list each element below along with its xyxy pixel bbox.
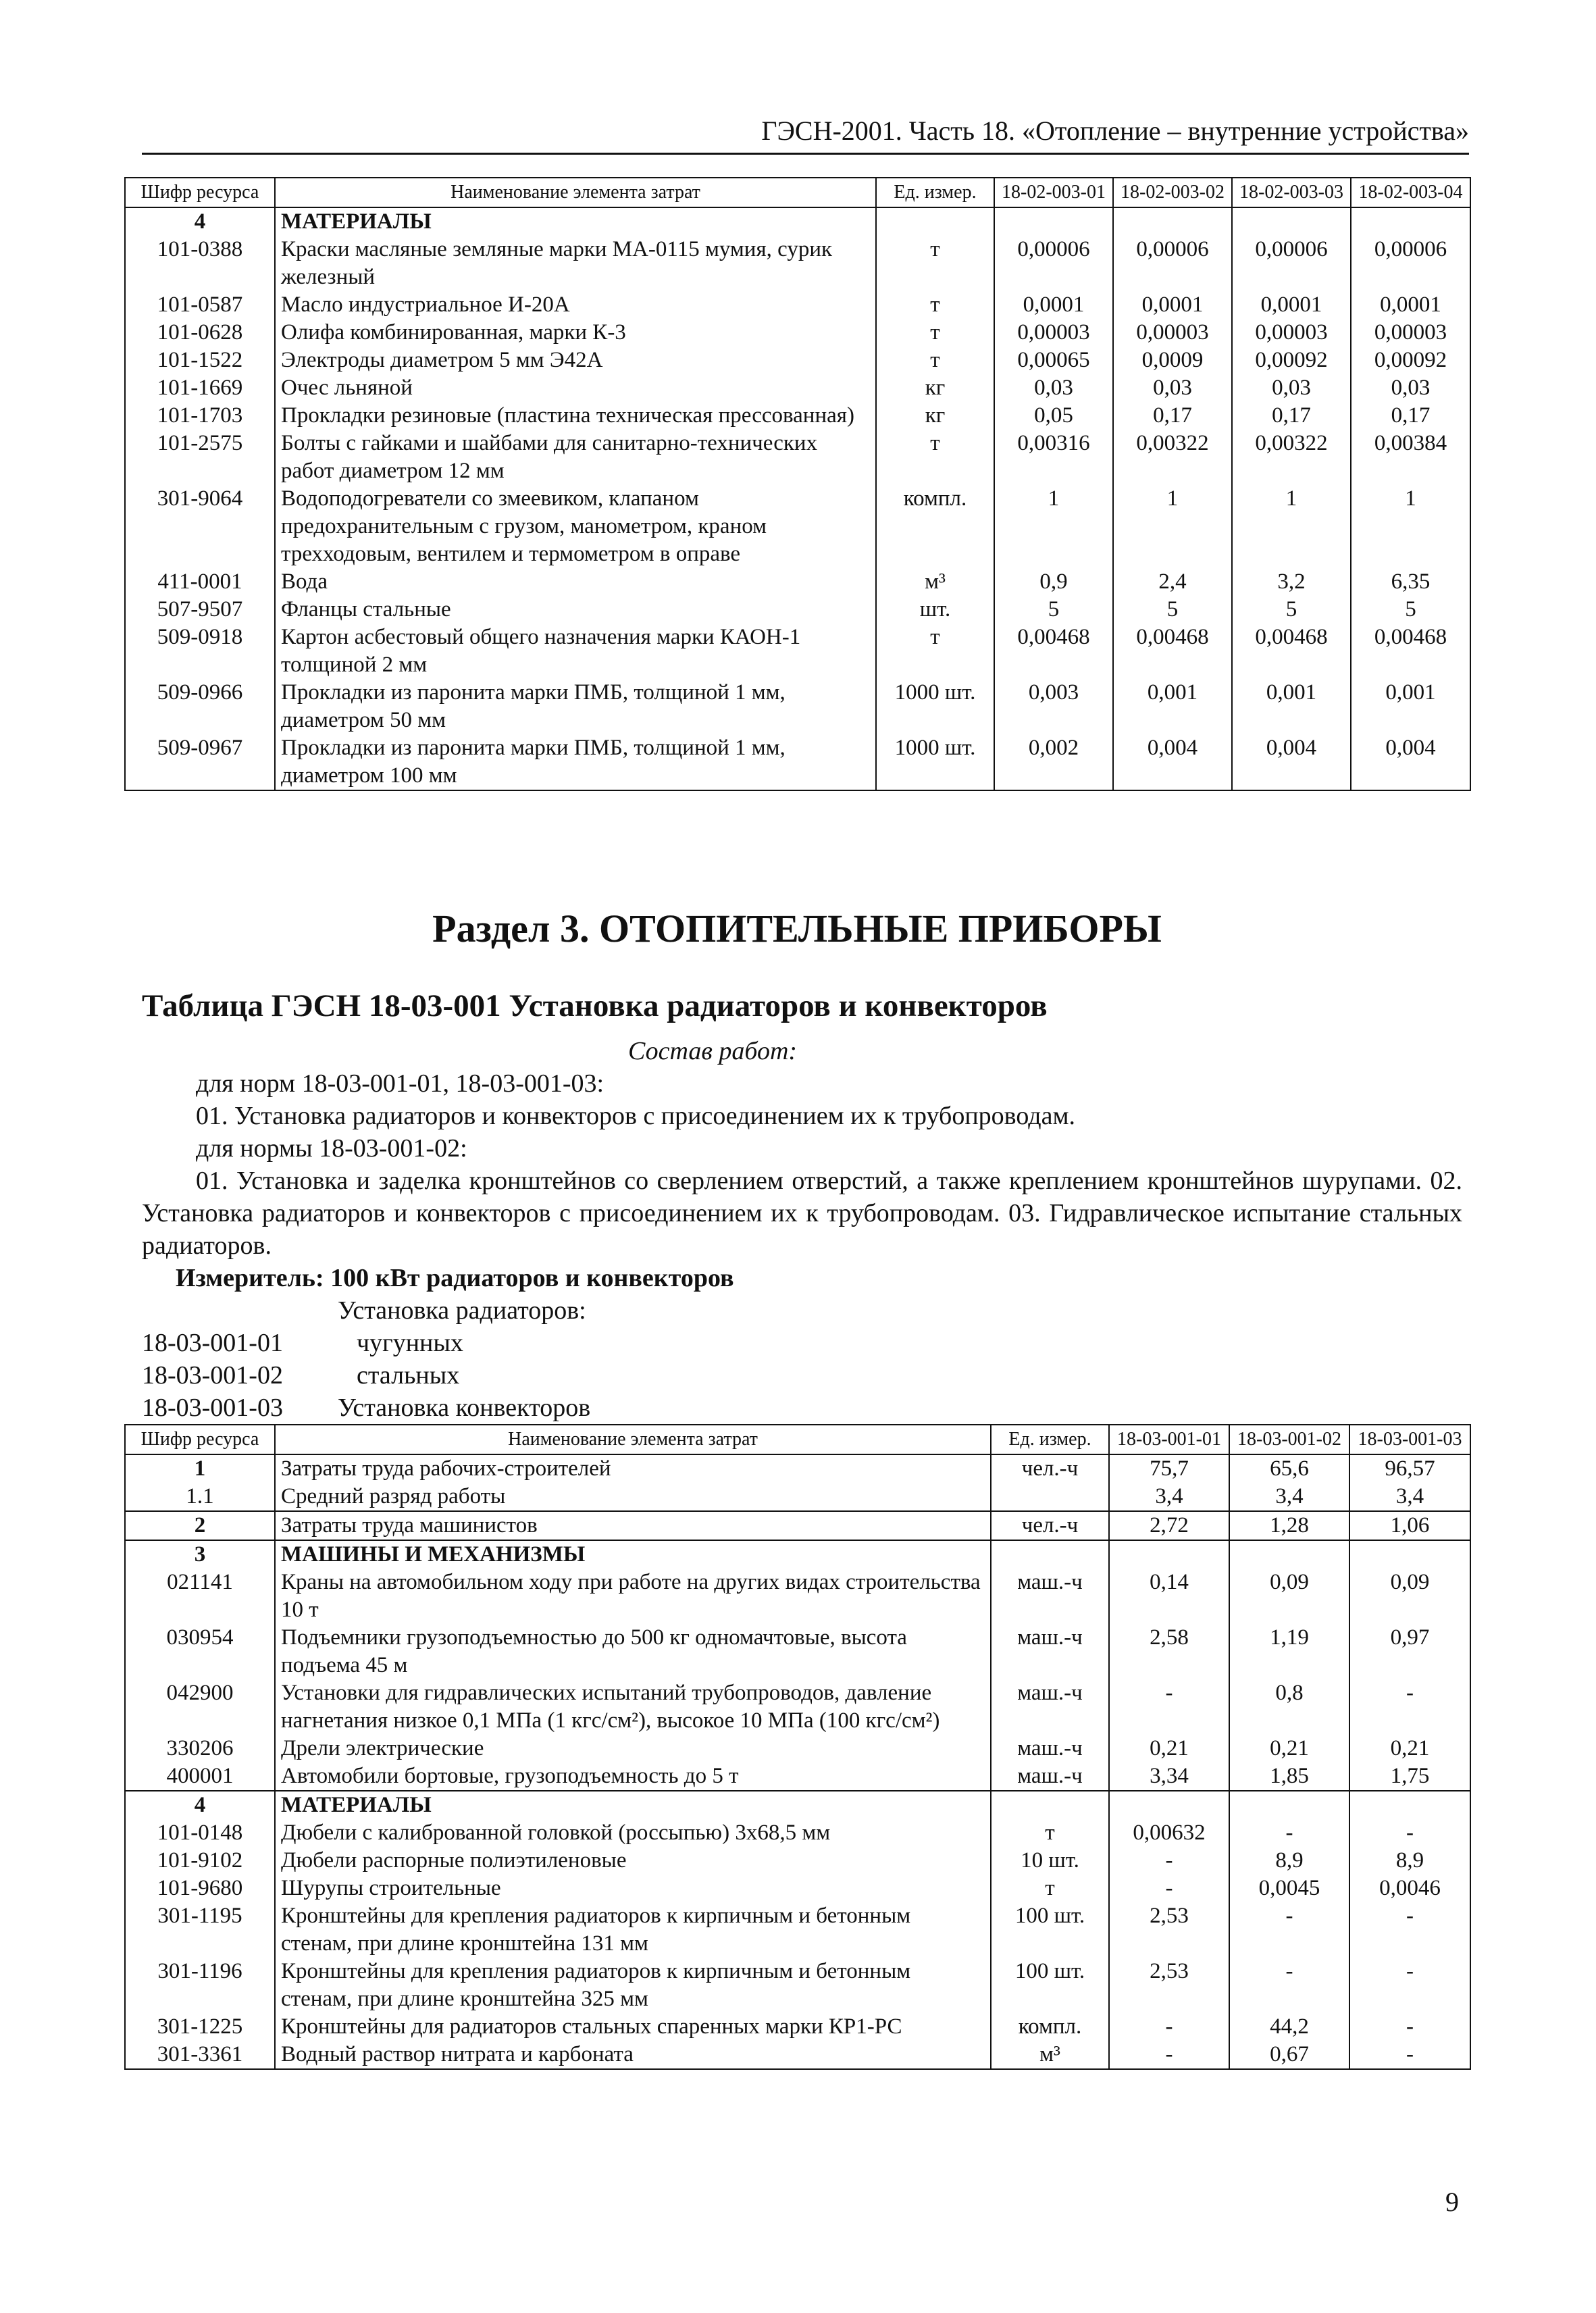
table-body [125,1454,1470,2069]
unit-cell: кг [876,402,994,430]
resource-code: 507-9507 [125,596,275,624]
norm-value: 0,97 [1349,1624,1470,1679]
norm-value [1109,1540,1229,1569]
cost-element-name: Дюбели распорные полиэтиленовые [275,1847,991,1875]
norm-value: 8,9 [1349,1847,1470,1875]
resource-code: 3 [125,1540,275,1569]
norm-value: 0,14 [1109,1569,1229,1624]
column-header: 18-02-003-03 [1232,178,1351,207]
resources-table-18-03-001 [124,1424,1471,2070]
norm-value: 0,00468 [1232,624,1351,679]
norm-value: 0,21 [1229,1735,1349,1762]
norm-value: 3,34 [1109,1762,1229,1791]
norm-value: 1 [994,485,1113,568]
norm-value: 1 [1351,485,1470,568]
norm-value [994,207,1113,236]
resource-code: 021141 [125,1569,275,1624]
resource-code: 1 [125,1454,275,1483]
column-header: 18-02-003-01 [994,178,1113,207]
norm-value: 5 [1351,596,1470,624]
norm-value: 2,58 [1109,1624,1229,1679]
table-row [125,1679,1470,1735]
resource-code: 509-0967 [125,734,275,790]
norm-value: 0,00065 [994,347,1113,374]
norm-value: 0,00006 [1232,236,1351,291]
norm-value: 0,09 [1349,1569,1470,1624]
norm-value: - [1109,1847,1229,1875]
cost-element-name: МАТЕРИАЛЫ [275,1791,991,1819]
norm-value: 44,2 [1229,2013,1349,2041]
cost-element-name: Вода [275,568,876,596]
norm-value: - [1109,1875,1229,1902]
norm-value: 2,53 [1109,1958,1229,2013]
cost-element-name: Болты с гайками и шайбами для санитарно-технических работ диаметром 12 мм [275,430,876,485]
cost-element-name: Автомобили бортовые, грузоподъемность до 5 т [275,1762,991,1791]
resource-code: 101-9102 [125,1847,275,1875]
norm-value: 0,0001 [1113,291,1232,319]
cost-element-name: Прокладки из паронита марки ПМБ, толщиной 1 мм, диаметром 100 мм [275,734,876,790]
norm-value: 0,00006 [1351,236,1470,291]
norms-1-line: для норм 18-03-001-01, 18-03-001-03: [196,1069,604,1098]
norm-value: 0,03 [1351,374,1470,402]
unit-cell: 1000 шт. [876,734,994,790]
cost-element-name: Масло индустриальное И-20А [275,291,876,319]
norm-value: - [1109,2013,1229,2041]
norm-value: 96,57 [1349,1454,1470,1483]
install-heading: Установка радиаторов: [338,1296,586,1325]
norm-value: 0,0046 [1349,1875,1470,1902]
resource-code: 301-1196 [125,1958,275,2013]
norm-value: 1 [1113,485,1232,568]
norm-value: - [1349,1679,1470,1735]
resource-code: 301-9064 [125,485,275,568]
norm-value: 0,0009 [1113,347,1232,374]
table-row [125,1819,1470,1847]
work-1-line: 01. Установка радиаторов и конвекторов с присоединением их к трубопроводам. [196,1102,1076,1130]
column-header: 18-02-003-04 [1351,178,1470,207]
column-header: Шифр ресурса [125,1425,275,1454]
unit-cell: компл. [876,485,994,568]
norm-value: 0,8 [1229,1679,1349,1735]
cost-element-name: Водоподогреватели со змеевиком, клапаном предохранительным с грузом, манометром, краном трехходовым, вентилем и термометром в оправе [275,485,876,568]
norm-value: 65,6 [1229,1454,1349,1483]
norm-value: 0,03 [994,374,1113,402]
norm-value: 0,00384 [1351,430,1470,485]
norm-code: 18-03-001-03 [142,1394,283,1422]
norm-value: 0,00003 [1351,319,1470,347]
norm-value: 0,001 [1232,679,1351,734]
table-row [125,291,1470,319]
cost-element-name: Электроды диаметром 5 мм Э42А [275,347,876,374]
table-row [125,1454,1470,1483]
cost-element-name: Кронштейны для крепления радиаторов к кирпичным и бетонным стенам, при длине кронштейна 325 мм [275,1958,991,2013]
cost-element-name: Водный раствор нитрата и карбоната [275,2041,991,2069]
cost-element-name: Прокладки резиновые (пластина техническая прессованная) [275,402,876,430]
norm-value [1229,1540,1349,1569]
table-row [125,1762,1470,1791]
resource-code: 101-2575 [125,430,275,485]
works-heading: Состав работ: [628,1037,798,1065]
cost-element-name: Краны на автомобильном ходу при работе на других видах строительства 10 т [275,1569,991,1624]
norm-value: 0,67 [1229,2041,1349,2069]
norm-code-label: чугунных [357,1329,463,1357]
unit-cell: т [876,624,994,679]
norm-value: 0,002 [994,734,1113,790]
column-header: Шифр ресурса [125,178,275,207]
unit-cell: м³ [991,2041,1109,2069]
cost-element-name: Краски масляные земляные марки МА-0115 мумия, сурик железный [275,236,876,291]
unit-cell: 10 шт. [991,1847,1109,1875]
norm-value: 0,00468 [994,624,1113,679]
norm-value: 0,0001 [1232,291,1351,319]
norms-2-line: для нормы 18-03-001-02: [196,1134,467,1163]
cost-element-name: Кронштейны для крепления радиаторов к кирпичным и бетонным стенам, при длине кронштейна 131 мм [275,1902,991,1958]
resource-code: 101-1703 [125,402,275,430]
norm-value: 0,0001 [1351,291,1470,319]
resource-code: 301-1225 [125,2013,275,2041]
column-header: 18-02-003-02 [1113,178,1232,207]
norm-value [1113,207,1232,236]
norm-value: 0,001 [1351,679,1470,734]
measure-line: Измеритель: 100 кВт радиаторов и конвекторов [176,1264,734,1292]
cost-element-name: Фланцы стальные [275,596,876,624]
norm-value: 5 [994,596,1113,624]
cost-element-name: Олифа комбинированная, марки К-3 [275,319,876,347]
cost-element-name: Картон асбестовый общего назначения марки КАОН-1 толщиной 2 мм [275,624,876,679]
table-row [125,347,1470,374]
cost-element-name: Подъемники грузоподъемностью до 500 кг одномачтовые, высота подъема 45 м [275,1624,991,1679]
column-header: 18-03-001-01 [1109,1425,1229,1454]
unit-cell [991,1791,1109,1819]
norm-value [1229,1791,1349,1819]
resource-code: 301-1195 [125,1902,275,1958]
norm-value: 0,004 [1113,734,1232,790]
norm-value: 1,19 [1229,1624,1349,1679]
cost-element-name: Дюбели с калиброванной головкой (россыпью) 3х68,5 мм [275,1819,991,1847]
section-title: Раздел 3. ОТОПИТЕЛЬНЫЕ ПРИБОРЫ [432,907,1162,950]
resource-code: 101-1522 [125,347,275,374]
table-row [125,679,1470,734]
norm-value: 3,4 [1349,1483,1470,1511]
resource-code: 509-0966 [125,679,275,734]
norm-value: 0,00632 [1109,1819,1229,1847]
norm-value: 0,05 [994,402,1113,430]
cost-element-name: Прокладки из паронита марки ПМБ, толщиной 1 мм, диаметром 50 мм [275,679,876,734]
norm-value: 75,7 [1109,1454,1229,1483]
group-row [125,1540,1470,1569]
cost-element-name: Затраты труда машинистов [275,1511,991,1540]
resource-code: 101-1669 [125,374,275,402]
table-header-row [125,178,1470,207]
norm-value: 0,00468 [1351,624,1470,679]
unit-cell: т [991,1875,1109,1902]
resource-code: 4 [125,1791,275,1819]
norm-value: 0,21 [1109,1735,1229,1762]
unit-cell: кг [876,374,994,402]
table-row [125,485,1470,568]
norm-value: 2,72 [1109,1511,1229,1540]
unit-cell: маш.-ч [991,1679,1109,1735]
cost-element-name: Кронштейны для радиаторов стальных спаренных марки КР1-РС [275,2013,991,2041]
norm-value: 0,00006 [994,236,1113,291]
norm-value: - [1349,2013,1470,2041]
column-header: 18-03-001-03 [1349,1425,1470,1454]
norm-value: 5 [1232,596,1351,624]
norm-value: 6,35 [1351,568,1470,596]
unit-cell: 1000 шт. [876,679,994,734]
resource-code: 101-0628 [125,319,275,347]
norm-value [1109,1791,1229,1819]
unit-cell: чел.-ч [991,1454,1109,1483]
table-row [125,624,1470,679]
cost-element-name: Дрели электрические [275,1735,991,1762]
table-row [125,2041,1470,2069]
materials-table-18-02-003 [124,177,1471,791]
norm-value: 0,9 [994,568,1113,596]
resource-code: 4 [125,207,275,236]
table-row [125,1735,1470,1762]
unit-cell: т [876,236,994,291]
cost-element-name: Установки для гидравлических испытаний трубопроводов, давление нагнетания низкое 0,1 МПа (1 кгс/см²), высокое 10 МПа (100 кгс/см²) [275,1679,991,1735]
column-header: Ед. измер. [876,178,994,207]
table-row [125,2013,1470,2041]
unit-cell [991,1483,1109,1511]
norm-value: 0,003 [994,679,1113,734]
work-2-paragraph: 01. Установка и заделка кронштейнов со сверлением отверстий, а также креплением кронштейнов шурупами. 02. Установка радиаторов и конвекторов с присоединением их к трубопроводам. 03. Гидравлическое испытание стальных радиаторов. [142,1167,1462,1260]
norm-value: 0,21 [1349,1735,1470,1762]
group-row [125,207,1470,236]
norm-value: 2,4 [1113,568,1232,596]
norm-value: 0,17 [1232,402,1351,430]
table-row [125,402,1470,430]
norm-value: 5 [1113,596,1232,624]
table-row [125,568,1470,596]
resource-code: 301-3361 [125,2041,275,2069]
unit-cell: маш.-ч [991,1735,1109,1762]
table-row [125,236,1470,291]
norm-value: 0,004 [1351,734,1470,790]
table-body [125,207,1470,790]
norm-value: 3,4 [1229,1483,1349,1511]
resource-code: 400001 [125,1762,275,1791]
norm-value: 0,00322 [1113,430,1232,485]
cost-element-name: МАШИНЫ И МЕХАНИЗМЫ [275,1540,991,1569]
norm-value: 0,00006 [1113,236,1232,291]
table-row [125,1958,1470,2013]
table-row [125,430,1470,485]
norm-value: 0,00316 [994,430,1113,485]
norm-value: 0,001 [1113,679,1232,734]
norm-value: 0,17 [1351,402,1470,430]
resource-code: 101-0388 [125,236,275,291]
group-row [125,1791,1470,1819]
resource-code: 042900 [125,1679,275,1735]
unit-cell: т [876,430,994,485]
running-header: ГЭСН-2001. Часть 18. «Отопление – внутренние устройства» [142,113,1469,155]
cost-element-name: МАТЕРИАЛЫ [275,207,876,236]
cost-element-name: Средний разряд работы [275,1483,991,1511]
table-row [125,1875,1470,1902]
table-row [125,374,1470,402]
unit-cell: т [876,347,994,374]
table-row [125,596,1470,624]
resource-code: 509-0918 [125,624,275,679]
table-row [125,1569,1470,1624]
table-row [125,1483,1470,1511]
table-row [125,1511,1470,1540]
column-header: 18-03-001-02 [1229,1425,1349,1454]
norm-value: - [1229,1958,1349,2013]
cost-element-name: Шурупы строительные [275,1875,991,1902]
page-number: 9 [1445,2187,1459,2217]
unit-cell: т [876,291,994,319]
norm-value: 2,53 [1109,1902,1229,1958]
norm-value: 3,4 [1109,1483,1229,1511]
column-header: Наименование элемента затрат [275,1425,991,1454]
norm-value: - [1109,1679,1229,1735]
resource-code: 030954 [125,1624,275,1679]
unit-cell: маш.-ч [991,1624,1109,1679]
unit-cell: маш.-ч [991,1569,1109,1624]
norm-value: 0,00092 [1351,347,1470,374]
norm-value: 0,00322 [1232,430,1351,485]
norm-value: 1,06 [1349,1511,1470,1540]
resource-code: 101-9680 [125,1875,275,1902]
norm-value: 0,00003 [994,319,1113,347]
norm-value: 1,28 [1229,1511,1349,1540]
norm-value: 0,17 [1113,402,1232,430]
resource-code: 1.1 [125,1483,275,1511]
unit-cell: т [991,1819,1109,1847]
norm-code-label: стальных [357,1361,460,1390]
norm-value: - [1349,1958,1470,2013]
column-header: Наименование элемента затрат [275,178,876,207]
norm-value: 0,00003 [1113,319,1232,347]
norm-value [1349,1540,1470,1569]
norm-code: 18-03-001-01 [142,1329,283,1357]
norm-value: - [1349,2041,1470,2069]
table-title: Таблица ГЭСН 18-03-001 Установка радиаторов и конвекторов [142,988,1048,1023]
norm-value: 0,00092 [1232,347,1351,374]
resource-code: 2 [125,1511,275,1540]
table-row [125,1624,1470,1679]
unit-cell: маш.-ч [991,1762,1109,1791]
column-header: Ед. измер. [991,1425,1109,1454]
norm-value [1349,1791,1470,1819]
resource-code: 101-0148 [125,1819,275,1847]
norm-value: - [1229,1902,1349,1958]
norm-code: 18-03-001-02 [142,1361,283,1390]
norm-value: 0,0001 [994,291,1113,319]
unit-cell: т [876,319,994,347]
unit-cell [876,207,994,236]
unit-cell: 100 шт. [991,1902,1109,1958]
table-header-row [125,1425,1470,1454]
norm-value: 0,03 [1232,374,1351,402]
unit-cell: 100 шт. [991,1958,1109,2013]
norm-value: - [1349,1819,1470,1847]
norm-value: 0,004 [1232,734,1351,790]
norm-value: 0,00468 [1113,624,1232,679]
resource-code: 101-0587 [125,291,275,319]
norm-value: 1,85 [1229,1762,1349,1791]
norm-code-label: Установка конвекторов [338,1394,591,1422]
norm-value [1351,207,1470,236]
norm-value: 1 [1232,485,1351,568]
unit-cell: компл. [991,2013,1109,2041]
norm-value: 3,2 [1232,568,1351,596]
norm-value: 0,03 [1113,374,1232,402]
norm-value [1232,207,1351,236]
unit-cell [991,1540,1109,1569]
table-row [125,1847,1470,1875]
unit-cell: м³ [876,568,994,596]
table-row [125,734,1470,790]
cost-element-name: Очес льняной [275,374,876,402]
norm-value: 0,0045 [1229,1875,1349,1902]
unit-cell: шт. [876,596,994,624]
norm-value: 0,00003 [1232,319,1351,347]
resource-code: 330206 [125,1735,275,1762]
table-row [125,319,1470,347]
norm-value: - [1229,1819,1349,1847]
cost-element-name: Затраты труда рабочих-строителей [275,1454,991,1483]
unit-cell: чел.-ч [991,1511,1109,1540]
norm-value: - [1349,1902,1470,1958]
norm-value: - [1109,2041,1229,2069]
resource-code: 411-0001 [125,568,275,596]
norm-value: 0,09 [1229,1569,1349,1624]
norm-value: 1,75 [1349,1762,1470,1791]
norm-value: 8,9 [1229,1847,1349,1875]
table-row [125,1902,1470,1958]
